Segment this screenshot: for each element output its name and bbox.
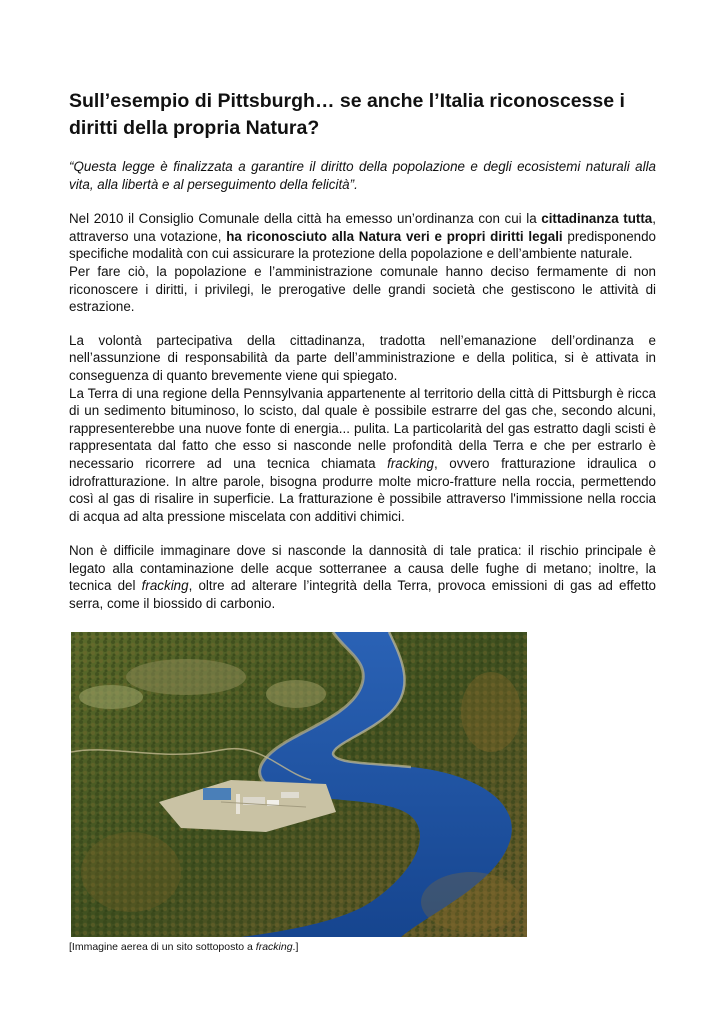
paragraph-fracking — [69, 385, 656, 526]
water-pond — [203, 788, 231, 800]
text-span: , ovvero fratturazione idraulica o idrofratturazione. In altre parole, bisogna produrre molte micro-fratture nella roccia, permettendo così al gas di risalire in superficie. La fratturazione è possibile attraverso l'immissione nella roccia di acqua ad alta pressione miscelata con additivi chimici. — [69, 455, 656, 524]
text-span: .] — [292, 941, 299, 953]
bold-text: ha riconosciuto alla Natura veri e propri diritti legali — [226, 228, 563, 244]
article-body — [69, 88, 656, 613]
italic-text: fracking — [255, 941, 293, 953]
article-title: Sull’esempio di Pittsburgh… se anche l’Italia riconoscesse i diritti della propria Natura? — [69, 90, 625, 139]
text-span: Non è difficile immaginare dove si nasconde la dannosità di tale pratica: il rischio principale è legato alla contaminazione delle acque sotterranee a causa delle fughe di metano; inoltre, la tecnica del — [69, 543, 656, 594]
paragraph-refusal: Per fare ciò, la popolazione e l’amministrazione comunale hanno deciso fermamente di non riconoscere i diritti, i privilegi, le prerogative delle grandi società che gestiscono le attività di estrazione. — [69, 263, 656, 315]
aerial-photo — [71, 632, 527, 937]
paragraph-ordinance — [69, 210, 656, 263]
text-span: , attraverso una votazione, — [69, 211, 656, 244]
italic-text: fracking — [387, 455, 434, 471]
aerial-photo-illustration — [71, 632, 527, 937]
text-span: [Immagine aerea di un sito sottoposto a — [69, 941, 256, 953]
paragraph-participation: La volontà partecipativa della cittadinanza, tradotta nell’emanazione dell’ordinanza e nell’assunzione di responsabilità da parte dell’amministrazione e della politica, si è attivata in conseguenza di quanto brevemente viene qui spiegato. — [69, 332, 656, 383]
bold-text: cittadinanza tutta — [541, 211, 653, 227]
text-span: predisponendo specifiche modalità con cui assicurare la protezione della popolazione e dell’ambiente naturale. — [69, 228, 656, 262]
paragraph-risks — [69, 542, 656, 612]
intro-quote: “Questa legge è finalizzata a garantire il diritto della popolazione e degli ecosistemi naturali alla vita, alla libertà e al perseguimento della felicità”. — [69, 159, 656, 192]
text-span: , oltre ad alterare l’integrità della Terra, provoca emissioni di gas ad effetto serra, come il biossido di carbonio. — [69, 578, 656, 612]
italic-text: fracking — [141, 578, 189, 594]
text-span: La Terra di una regione della Pennsylvania appartenente al territorio della città di Pittsburgh è ricca di un sedimento bituminoso, lo scisto, dal quale è possibile estrarre del gas che, secondo alcuni, rappresenterebbe una nuove fonte di energia... pulita. La particolarità del gas estratto dagli scisti è rappresentata dal fatto che esso si nasconde nelle profondità della Terra e che per estrarlo è necessario ricorrere ad una tecnica chiamata — [69, 385, 656, 471]
text-span: Nel 2010 il Consiglio Comunale della città ha emesso un’ordinanza con cui la — [69, 211, 542, 227]
image-caption — [69, 940, 298, 954]
